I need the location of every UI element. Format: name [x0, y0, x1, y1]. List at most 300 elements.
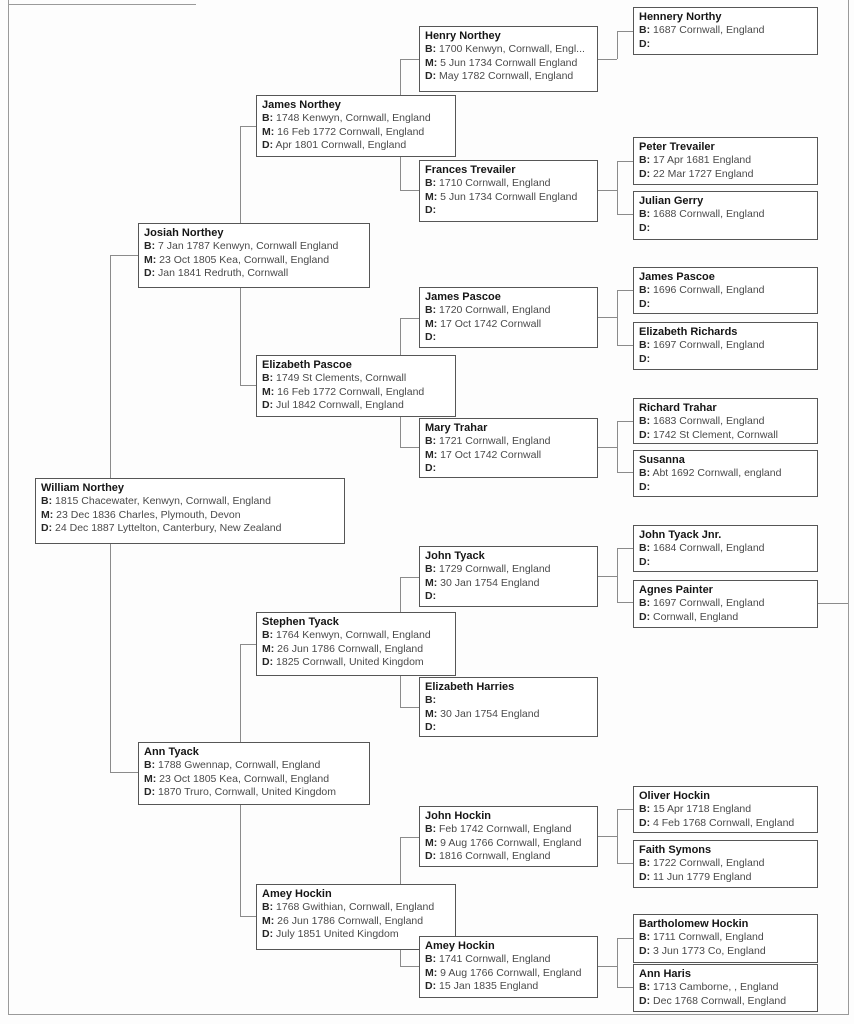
- marriage-value: 17 Oct 1742 Cornwall: [440, 317, 542, 330]
- death-value: 15 Jan 1835 England: [439, 980, 539, 992]
- death-line: [639, 871, 813, 885]
- birth-label: B:: [639, 981, 651, 993]
- marriage-label: M:: [144, 772, 157, 785]
- marriage-value: 16 Feb 1772 Cornwall, England: [277, 125, 425, 138]
- death-label: D:: [639, 428, 651, 441]
- connector-line: [598, 966, 617, 967]
- person-name: Amey Hockin: [262, 888, 332, 900]
- death-line: [425, 331, 593, 345]
- death-line: [425, 462, 593, 476]
- birth-label: B:: [639, 284, 651, 296]
- connector-line: [400, 707, 419, 708]
- marriage-line: [425, 191, 593, 205]
- death-value: 1742 St Clement, Cornwall: [653, 428, 778, 441]
- death-label: D:: [144, 267, 156, 279]
- death-line: [425, 204, 593, 218]
- person-box-amey-hockin-1741[interactable]: [419, 936, 598, 998]
- death-label: D:: [639, 816, 651, 829]
- connector-line: [400, 190, 419, 191]
- death-line: [425, 70, 593, 84]
- birth-line: [639, 857, 813, 871]
- death-label: D:: [41, 522, 53, 534]
- birth-value: 1696 Cornwall, England: [653, 284, 765, 296]
- person-box-ann-haris[interactable]: [633, 964, 818, 1012]
- birth-label: B:: [425, 563, 437, 575]
- birth-line: [639, 284, 813, 298]
- person-name: Amey Hockin: [425, 940, 495, 952]
- person-box-josiah-northey[interactable]: [138, 223, 370, 288]
- person-name: Julian Gerry: [639, 195, 704, 207]
- death-label: D:: [425, 980, 437, 992]
- death-value: 22 Mar 1727 England: [653, 167, 754, 180]
- marriage-line: [425, 318, 593, 332]
- death-value: 24 Dec 1887 Lyttelton, Canterbury, New Zealand: [55, 522, 282, 534]
- person-name: John Tyack: [425, 550, 485, 562]
- death-value: May 1782 Cornwall, England: [439, 70, 574, 82]
- person-box-stephen-tyack[interactable]: [256, 612, 456, 676]
- birth-value: 17 Apr 1681 England: [653, 154, 752, 166]
- birth-label: B:: [262, 112, 274, 124]
- death-value: 4 Feb 1768 Cornwall, England: [653, 816, 795, 829]
- person-box-john-tyack-jnr[interactable]: [633, 525, 818, 572]
- birth-line: [425, 823, 593, 837]
- connector-line: [617, 472, 633, 473]
- birth-label: B:: [639, 931, 651, 943]
- birth-label: B:: [639, 24, 651, 36]
- connector-line: [617, 548, 633, 549]
- person-box-john-tyack[interactable]: [419, 546, 598, 607]
- marriage-label: M:: [425, 56, 438, 69]
- person-name: Elizabeth Harries: [425, 681, 515, 693]
- birth-value: 7 Jan 1787 Kenwyn, Cornwall England: [158, 240, 339, 252]
- marriage-label: M:: [425, 190, 438, 203]
- death-line: [262, 139, 451, 153]
- person-box-hennery-northy[interactable]: [633, 7, 818, 55]
- connector-line: [400, 577, 419, 578]
- birth-label: B:: [639, 467, 651, 479]
- death-label: D:: [425, 590, 437, 602]
- marriage-line: [262, 126, 451, 140]
- person-box-james-pascoe-1720[interactable]: [419, 287, 598, 348]
- connector-line: [240, 644, 256, 645]
- birth-value: 1687 Cornwall, England: [653, 24, 765, 36]
- person-box-henry-northey[interactable]: [419, 26, 598, 92]
- marriage-label: M:: [144, 253, 157, 266]
- person-box-julian-gerry[interactable]: [633, 191, 818, 240]
- birth-value: 1788 Gwennap, Cornwall, England: [158, 759, 321, 771]
- person-box-richard-trahar[interactable]: [633, 398, 818, 444]
- marriage-line: [262, 915, 451, 929]
- birth-line: [639, 24, 813, 38]
- marriage-value: 30 Jan 1754 England: [440, 576, 540, 589]
- marriage-line: [425, 967, 593, 981]
- birth-value: 1697 Cornwall, England: [653, 597, 765, 609]
- connector-line: [617, 161, 618, 215]
- birth-line: [262, 372, 451, 386]
- birth-value: 1720 Cornwall, England: [439, 304, 551, 316]
- birth-line: [262, 629, 451, 643]
- birth-line: [639, 339, 813, 353]
- death-line: [262, 399, 451, 413]
- person-box-james-pascoe-1696[interactable]: [633, 267, 818, 314]
- birth-label: B:: [639, 208, 651, 220]
- birth-value: 1815 Chacewater, Kenwyn, Cornwall, England: [55, 495, 271, 507]
- person-name: James Pascoe: [425, 291, 501, 303]
- death-label: D:: [262, 139, 274, 151]
- death-label: D:: [639, 167, 651, 180]
- person-box-elizabeth-pascoe[interactable]: [256, 355, 456, 417]
- person-name: William Northey: [41, 482, 125, 494]
- person-box-agnes-painter[interactable]: [633, 580, 818, 628]
- connector-line: [110, 255, 138, 256]
- death-value: Jul 1842 Cornwall, England: [276, 399, 404, 411]
- death-line: [639, 556, 813, 570]
- connector-line: [240, 916, 256, 917]
- person-name: John Tyack Jnr.: [639, 529, 722, 541]
- person-name: Elizabeth Richards: [639, 326, 738, 338]
- page-border-right: [848, 0, 849, 1015]
- person-name: Stephen Tyack: [262, 616, 339, 628]
- person-name: Peter Trevailer: [639, 141, 715, 153]
- birth-label: B:: [425, 304, 437, 316]
- marriage-value: 5 Jun 1734 Cornwall England: [440, 190, 578, 203]
- person-name: Susanna: [639, 454, 685, 466]
- page-border-top: [8, 4, 196, 5]
- death-value: 3 Jun 1773 Co, England: [653, 944, 766, 957]
- death-line: [41, 522, 340, 536]
- death-value: Apr 1801 Cornwall, England: [275, 139, 407, 151]
- birth-line: [41, 495, 340, 509]
- death-label: D:: [425, 462, 437, 474]
- birth-line: [425, 694, 593, 708]
- death-value: 1870 Truro, Cornwall, United Kingdom: [158, 786, 337, 798]
- birth-label: B:: [41, 495, 53, 507]
- birth-label: B:: [639, 415, 651, 427]
- person-box-faith-symons[interactable]: [633, 840, 818, 888]
- person-box-oliver-hockin[interactable]: [633, 786, 818, 833]
- page-border-bottom: [8, 1014, 849, 1015]
- connector-line: [617, 809, 618, 864]
- person-name: Josiah Northey: [144, 227, 224, 239]
- person-box-ann-tyack[interactable]: [138, 742, 370, 805]
- person-name: James Northey: [262, 99, 341, 111]
- death-label: D:: [639, 944, 651, 957]
- death-line: [639, 38, 813, 52]
- marriage-value: 30 Jan 1754 England: [440, 707, 540, 720]
- birth-value: 1741 Cornwall, England: [439, 953, 551, 965]
- marriage-label: M:: [262, 385, 275, 398]
- marriage-label: M:: [425, 576, 438, 589]
- birth-line: [639, 467, 813, 481]
- marriage-label: M:: [425, 317, 438, 330]
- birth-value: 1700 Kenwyn, Cornwall, Engl...: [439, 43, 585, 55]
- connector-line: [617, 161, 633, 162]
- connector-line: [617, 31, 618, 59]
- person-box-john-hockin[interactable]: [419, 806, 598, 867]
- death-line: [144, 267, 365, 281]
- marriage-label: M:: [262, 125, 275, 138]
- birth-label: B:: [639, 154, 651, 166]
- birth-label: B:: [425, 823, 437, 835]
- person-name: John Hockin: [425, 810, 492, 822]
- marriage-label: M:: [425, 448, 438, 461]
- death-label: D:: [425, 331, 437, 343]
- connector-line: [617, 290, 618, 346]
- marriage-value: 26 Jun 1786 Cornwall, England: [277, 914, 424, 927]
- death-line: [425, 721, 593, 735]
- birth-line: [639, 542, 813, 556]
- birth-line: [425, 177, 593, 191]
- person-box-elizabeth-richards[interactable]: [633, 322, 818, 370]
- connector-line: [598, 576, 617, 577]
- connector-line-continuation: [818, 603, 848, 604]
- marriage-label: M:: [425, 707, 438, 720]
- birth-line: [639, 597, 813, 611]
- birth-value: 1713 Camborne, , England: [653, 981, 779, 993]
- person-name: Frances Trevailer: [425, 164, 516, 176]
- marriage-label: M:: [262, 642, 275, 655]
- death-value: Dec 1768 Cornwall, England: [653, 994, 787, 1007]
- connector-line: [617, 987, 633, 988]
- person-box-peter-trevailer[interactable]: [633, 137, 818, 185]
- birth-label: B:: [425, 43, 437, 55]
- birth-line: [425, 953, 593, 967]
- person-box-frances-trevailer[interactable]: [419, 160, 598, 222]
- birth-line: [425, 43, 593, 57]
- birth-line: [425, 435, 593, 449]
- birth-value: 1711 Cornwall, England: [653, 931, 764, 943]
- birth-value: 1684 Cornwall, England: [653, 542, 765, 554]
- death-label: D:: [639, 480, 651, 493]
- death-line: [639, 945, 813, 959]
- death-label: D:: [425, 70, 437, 82]
- birth-label: B:: [144, 240, 156, 252]
- person-box-elizabeth-harries[interactable]: [419, 677, 598, 737]
- death-line: [639, 168, 813, 182]
- connector-line: [400, 318, 419, 319]
- connector-line: [617, 938, 618, 988]
- connector-line: [617, 863, 633, 864]
- death-line: [639, 298, 813, 312]
- connector-line: [617, 421, 633, 422]
- connector-line: [617, 421, 618, 473]
- birth-label: B:: [144, 759, 156, 771]
- person-name: Ann Tyack: [144, 746, 199, 758]
- birth-value: 1721 Cornwall, England: [439, 435, 551, 447]
- birth-value: 1729 Cornwall, England: [439, 563, 551, 575]
- connector-line: [598, 59, 617, 60]
- birth-value: 1683 Cornwall, England: [653, 415, 765, 427]
- marriage-line: [41, 509, 340, 523]
- death-line: [425, 590, 593, 604]
- birth-value: 1749 St Clements, Cornwall: [276, 372, 407, 384]
- death-line: [639, 817, 813, 831]
- person-box-james-northey[interactable]: [256, 95, 456, 157]
- birth-line: [425, 563, 593, 577]
- death-label: D:: [144, 786, 156, 798]
- birth-line: [425, 304, 593, 318]
- death-label: D:: [262, 928, 274, 940]
- person-name: Mary Trahar: [425, 422, 488, 434]
- page-border-left: [8, 0, 9, 1015]
- death-line: [425, 850, 593, 864]
- connector-line: [400, 59, 419, 60]
- person-name: Agnes Painter: [639, 584, 713, 596]
- birth-line: [262, 112, 451, 126]
- death-value: July 1851 United Kingdom: [276, 928, 399, 940]
- marriage-value: 23 Oct 1805 Kea, Cornwall, England: [159, 253, 330, 266]
- birth-label: B:: [262, 372, 274, 384]
- person-name: Faith Symons: [639, 844, 712, 856]
- birth-line: [639, 931, 813, 945]
- connector-line: [617, 345, 633, 346]
- death-label: D:: [639, 870, 651, 883]
- birth-line: [262, 901, 451, 915]
- death-value: Cornwall, England: [653, 610, 739, 623]
- birth-value: 15 Apr 1718 England: [653, 803, 752, 815]
- birth-line: [639, 154, 813, 168]
- birth-label: B:: [262, 629, 274, 641]
- connector-line: [400, 837, 419, 838]
- birth-line: [144, 240, 365, 254]
- marriage-label: M:: [41, 508, 54, 521]
- marriage-label: M:: [425, 836, 438, 849]
- birth-value: Feb 1742 Cornwall, England: [439, 823, 572, 835]
- birth-label: B:: [639, 339, 651, 351]
- death-label: D:: [425, 721, 437, 733]
- death-value: 1825 Cornwall, United Kingdom: [276, 656, 424, 668]
- death-line: [639, 611, 813, 625]
- death-label: D:: [639, 37, 651, 50]
- death-label: D:: [262, 399, 274, 411]
- connector-line: [617, 602, 633, 603]
- birth-value: 1748 Kenwyn, Cornwall, England: [276, 112, 431, 124]
- person-name: Ann Haris: [639, 968, 691, 980]
- connector-line: [110, 772, 138, 773]
- death-label: D:: [639, 994, 651, 1007]
- person-box-susanna[interactable]: [633, 450, 818, 497]
- person-box-bartholomew-hockin[interactable]: [633, 914, 818, 963]
- birth-label: B:: [425, 435, 437, 447]
- marriage-value: 26 Jun 1786 Cornwall, England: [277, 642, 424, 655]
- person-name: Henry Northey: [425, 30, 501, 42]
- person-box-mary-trahar[interactable]: [419, 418, 598, 478]
- death-value: Jan 1841 Redruth, Cornwall: [158, 267, 289, 279]
- death-label: D:: [639, 610, 651, 623]
- death-value: 11 Jun 1779 England: [653, 870, 752, 883]
- death-line: [639, 429, 813, 443]
- birth-label: B:: [425, 177, 437, 189]
- death-line: [262, 656, 451, 670]
- connector-line: [617, 938, 633, 939]
- birth-line: [639, 208, 813, 222]
- marriage-value: 23 Oct 1805 Kea, Cornwall, England: [159, 772, 330, 785]
- connector-line: [598, 190, 617, 191]
- marriage-line: [262, 643, 451, 657]
- birth-value: 1688 Cornwall, England: [653, 208, 765, 220]
- marriage-label: M:: [262, 914, 275, 927]
- birth-value: 1722 Cornwall, England: [653, 857, 765, 869]
- marriage-value: 5 Jun 1734 Cornwall England: [440, 56, 578, 69]
- person-name: Bartholomew Hockin: [639, 918, 749, 930]
- death-label: D:: [639, 352, 651, 365]
- birth-value: 1764 Kenwyn, Cornwall, England: [276, 629, 431, 641]
- birth-value: Abt 1692 Cornwall, england: [652, 467, 782, 479]
- birth-label: B:: [639, 597, 651, 609]
- connector-line: [240, 126, 256, 127]
- marriage-line: [425, 837, 593, 851]
- connector-line: [617, 290, 633, 291]
- marriage-value: 9 Aug 1766 Cornwall, England: [440, 836, 582, 849]
- marriage-value: 23 Dec 1836 Charles, Plymouth, Devon: [56, 508, 241, 521]
- birth-line: [639, 981, 813, 995]
- death-line: [425, 980, 593, 994]
- death-line: [639, 353, 813, 367]
- death-line: [639, 481, 813, 495]
- death-label: D:: [425, 850, 437, 862]
- marriage-line: [425, 449, 593, 463]
- birth-line: [639, 803, 813, 817]
- connector-line: [617, 809, 633, 810]
- birth-value: 1710 Cornwall, England: [439, 177, 551, 189]
- person-name: Richard Trahar: [639, 402, 717, 414]
- birth-value: 1768 Gwithian, Cornwall, England: [276, 901, 435, 913]
- death-line: [639, 995, 813, 1009]
- birth-label: B:: [425, 953, 437, 965]
- death-line: [639, 222, 813, 236]
- connector-line: [598, 836, 617, 837]
- connector-line: [598, 317, 617, 318]
- marriage-line: [425, 577, 593, 591]
- person-name: Oliver Hockin: [639, 790, 710, 802]
- death-label: D:: [639, 221, 651, 234]
- marriage-line: [144, 773, 365, 787]
- birth-label: B:: [639, 857, 651, 869]
- death-label: D:: [639, 555, 651, 568]
- person-box-william-northey[interactable]: [35, 478, 345, 544]
- birth-value: 1697 Cornwall, England: [653, 339, 765, 351]
- connector-line: [240, 385, 256, 386]
- marriage-value: 17 Oct 1742 Cornwall: [440, 448, 542, 461]
- death-label: D:: [425, 204, 437, 216]
- connector-line: [617, 548, 618, 603]
- marriage-value: 9 Aug 1766 Cornwall, England: [440, 966, 582, 979]
- marriage-value: 16 Feb 1772 Cornwall, England: [277, 385, 425, 398]
- marriage-line: [425, 57, 593, 71]
- death-label: D:: [639, 297, 651, 310]
- marriage-label: M:: [425, 966, 438, 979]
- connector-line: [400, 447, 419, 448]
- connector-line: [598, 447, 617, 448]
- person-name: James Pascoe: [639, 271, 715, 283]
- marriage-line: [425, 708, 593, 722]
- birth-line: [639, 415, 813, 429]
- death-label: D:: [262, 656, 274, 668]
- birth-label: B:: [425, 694, 437, 706]
- connector-line: [617, 214, 633, 215]
- birth-label: B:: [262, 901, 274, 913]
- birth-label: B:: [639, 803, 651, 815]
- person-name: Hennery Northy: [639, 11, 722, 23]
- person-name: Elizabeth Pascoe: [262, 359, 352, 371]
- death-value: 1816 Cornwall, England: [439, 850, 551, 862]
- death-line: [144, 786, 365, 800]
- birth-label: B:: [639, 542, 651, 554]
- marriage-line: [144, 254, 365, 268]
- connector-line: [400, 966, 419, 967]
- marriage-line: [262, 386, 451, 400]
- birth-line: [144, 759, 365, 773]
